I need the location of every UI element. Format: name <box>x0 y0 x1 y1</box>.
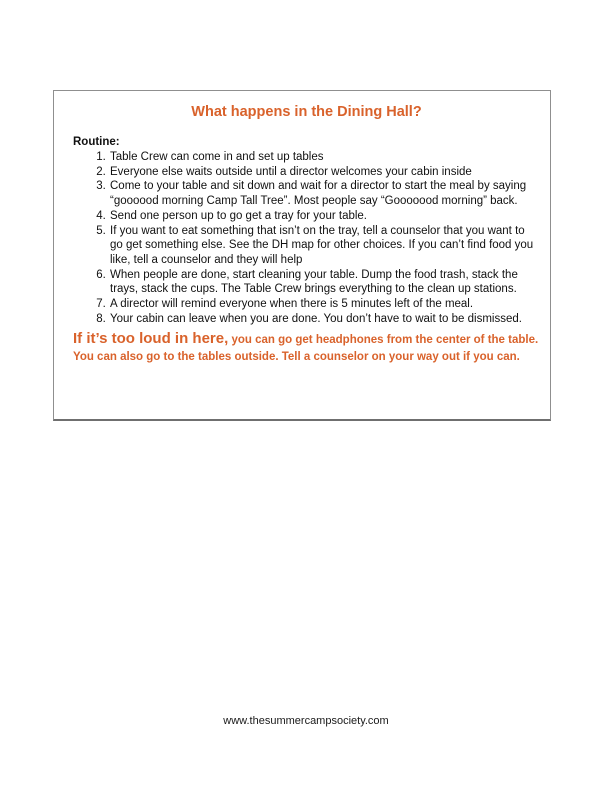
routine-item: 2. Everyone else waits outside until a director welcomes your cabin inside <box>109 165 540 180</box>
routine-item: 5. If you want to eat something that isn’t on the tray, tell a counselor that you want to go get something else. See the DH map for other choices. If you can’t find food you like, tell a counselor and they will help <box>109 224 540 268</box>
loud-note <box>73 330 540 366</box>
box-inner <box>54 91 550 366</box>
page-title: What happens in the Dining Hall? <box>191 104 422 120</box>
routine-item: 3. Come to your table and sit down and wait for a director to start the meal by saying “goooood morning Camp Tall Tree”. Most people say “Gooooood morning” back. <box>109 179 540 208</box>
routine-item: 7. A director will remind everyone when there is 5 minutes left of the meal. <box>109 297 540 312</box>
loud-note-rest: you can go get headphones from the center of the table. You can also go to the tables outside. Tell a counselor on your way out if you can. <box>73 334 539 364</box>
routine-content-box <box>53 90 551 421</box>
routine-item: 1. Table Crew can come in and set up tables <box>109 150 540 165</box>
loud-note-lead: If it’s too loud in here, <box>73 330 229 348</box>
routine-list <box>73 150 540 326</box>
footer-url: www.thesummercampsociety.com <box>223 715 389 727</box>
routine-heading: Routine: <box>73 136 120 148</box>
routine-item: 8. Your cabin can leave when you are done. You don’t have to wait to be dismissed. <box>109 312 540 327</box>
routine-item: 6. When people are done, start cleaning your table. Dump the food trash, stack the trays, stack the cups. The Table Crew brings everything to the clean up stations. <box>109 268 540 297</box>
routine-item: 4. Send one person up to go get a tray for your table. <box>109 209 540 224</box>
